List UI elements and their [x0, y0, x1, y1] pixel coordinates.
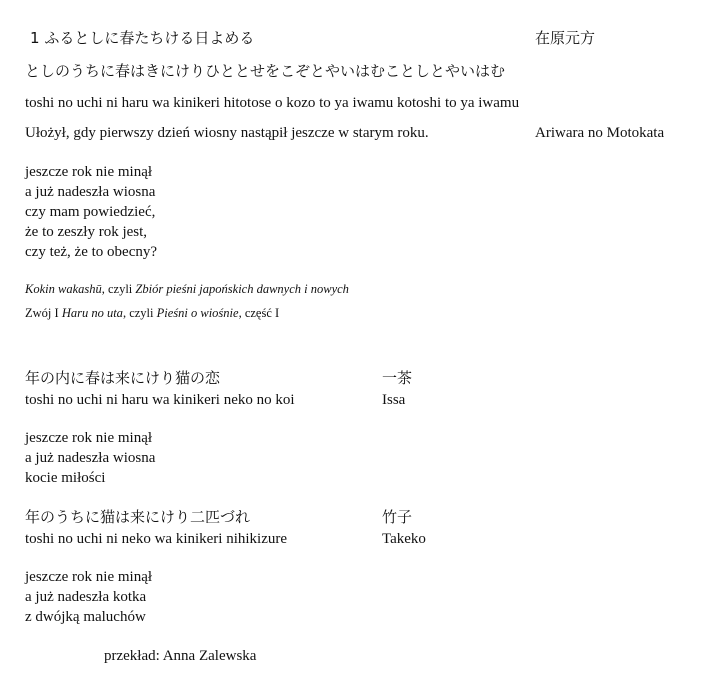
poem1-romaji: toshi no uchi ni haru wa kinikeri hitotose o kozo to ya iwamu kotoshi to ya iwamu [25, 95, 520, 111]
poem2-translation [25, 428, 155, 488]
translation-line: jeszcze rok nie minął [25, 430, 153, 446]
translation-line: a już nadeszła kotka [25, 589, 147, 605]
poem1-title-jp: ふるとしに春たちける日よめる [44, 29, 255, 47]
poem2-verse-jp: 年の内に春は来にけり猫の恋 [25, 369, 221, 387]
translation-line: jeszcze rok nie minął [25, 569, 153, 585]
poem3-author-romaji: Takeko [382, 531, 426, 547]
source-line-1 [25, 279, 349, 299]
source-volume-prefix: Zwój I [25, 306, 62, 320]
poem1-author-jp: 在原元方 [535, 29, 596, 47]
poem2-author-jp: 一茶 [382, 369, 413, 387]
poem1-translation [25, 162, 157, 262]
source-connector: , czyli [122, 306, 157, 320]
source-line-2 [25, 303, 279, 323]
translation-line: kocie miłości [25, 470, 106, 486]
poem1-title-pl: Ułożył, gdy pierwszy dzień wiosny nastąpił jeszcze w starym roku. [25, 125, 429, 141]
poem1-number: 1 [30, 29, 40, 47]
poem3-author-jp: 竹子 [382, 508, 413, 526]
source-work-subtitle: Zbiór pieśni japońskich dawnych i nowych [135, 282, 349, 296]
translator-credit: przekład: Anna Zalewska [104, 648, 257, 664]
translation-line: jeszcze rok nie minął [25, 164, 153, 180]
source-part: , część I [238, 306, 280, 320]
translation-line: że to zeszły rok jest, [25, 224, 148, 240]
translation-line: a już nadeszła wiosna [25, 450, 156, 466]
poem3-romaji: toshi no uchi ni neko wa kinikeri nihikizure [25, 531, 288, 547]
poem1-author-romaji: Ariwara no Motokata [535, 125, 665, 141]
poem3-translation [25, 567, 152, 627]
poem1-heading [30, 28, 254, 48]
poem2-romaji: toshi no uchi ni haru wa kinikeri neko no koi [25, 392, 295, 408]
source-work-title: Kokin wakashū [25, 282, 102, 296]
translation-line: czy mam powiedzieć, [25, 204, 156, 220]
source-connector: , czyli [101, 282, 136, 296]
poem1-verse-jp: としのうちに春はきにけりひととせをこぞとやいはむことしとやいはむ [25, 62, 506, 80]
translation-line: czy też, że to obecny? [25, 244, 158, 260]
translation-line: z dwójką maluchów [25, 609, 146, 625]
poem2-author-romaji: Issa [382, 392, 406, 408]
poem3-verse-jp: 年のうちに猫は来にけり二匹づれ [25, 508, 251, 526]
source-volume-subtitle: Pieśni o wiośnie [156, 306, 239, 320]
source-volume-title: Haru no uta [61, 306, 123, 320]
translation-line: a już nadeszła wiosna [25, 184, 156, 200]
